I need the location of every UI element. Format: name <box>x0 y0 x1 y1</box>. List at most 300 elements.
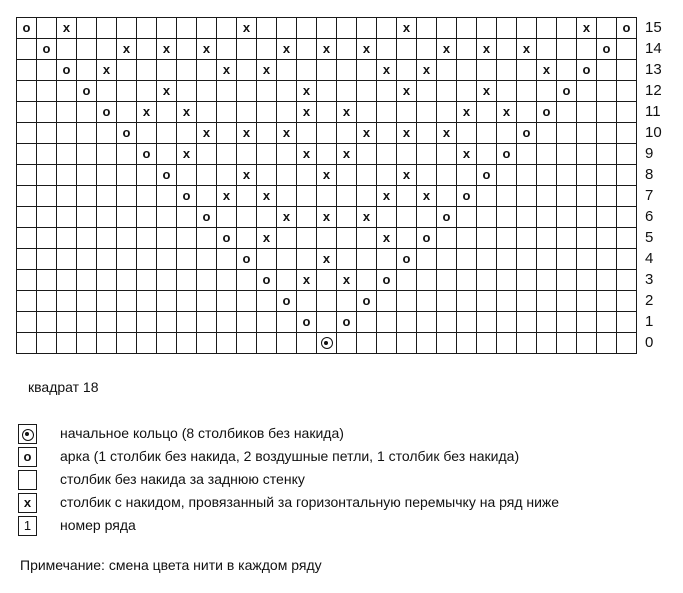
chart-cell <box>77 102 97 123</box>
chart-cell <box>97 249 117 270</box>
legend-text: арка (1 столбик без накида, 2 воздушные петли, 1 столбик без накида) <box>60 448 520 464</box>
chart-cell <box>117 291 137 312</box>
chart-cell <box>357 270 377 291</box>
chart-cell <box>17 60 37 81</box>
chart-cell: x <box>457 144 477 165</box>
chart-cell <box>117 228 137 249</box>
chart-cell <box>477 312 497 333</box>
chart-cell <box>417 102 437 123</box>
chart-cell: x <box>377 60 397 81</box>
chart-cell <box>277 249 297 270</box>
chart-cell <box>297 165 317 186</box>
chart-cell <box>497 228 517 249</box>
chart-cell <box>597 186 617 207</box>
chart-cell <box>217 81 237 102</box>
chart-cell <box>77 18 97 39</box>
chart-cell: x <box>157 81 177 102</box>
chart-cell <box>557 39 577 60</box>
chart-cell <box>397 333 417 354</box>
chart-cell <box>177 39 197 60</box>
chart-cell <box>277 144 297 165</box>
chart-cell <box>317 228 337 249</box>
chart-cell: x <box>57 18 77 39</box>
chart-cell <box>617 123 637 144</box>
chart-cell: x <box>477 39 497 60</box>
chart-cell <box>277 81 297 102</box>
chart-cell <box>277 165 297 186</box>
chart-cell <box>297 333 317 354</box>
chart-cell <box>577 249 597 270</box>
chart-cell <box>537 39 557 60</box>
square-caption: квадрат 18 <box>28 379 99 395</box>
chart-cell <box>397 60 417 81</box>
chart-cell <box>17 165 37 186</box>
chart-cell <box>217 207 237 228</box>
chart-cell <box>37 270 57 291</box>
chart-cell <box>457 270 477 291</box>
row-number: 8 <box>645 166 654 183</box>
chart-cell <box>497 81 517 102</box>
chart-cell <box>417 144 437 165</box>
chart-cell <box>597 312 617 333</box>
chart-cell <box>617 312 637 333</box>
chart-cell: x <box>397 123 417 144</box>
chart-cell <box>177 165 197 186</box>
chart-cell <box>577 123 597 144</box>
chart-cell: o <box>277 291 297 312</box>
chart-cell <box>477 144 497 165</box>
chart-cell <box>497 18 517 39</box>
chart-cell: o <box>417 228 437 249</box>
chart-cell <box>177 312 197 333</box>
chart-cell: x <box>377 228 397 249</box>
chart-cell <box>57 291 77 312</box>
chart-cell <box>357 333 377 354</box>
chart-cell <box>157 123 177 144</box>
chart-cell <box>137 186 157 207</box>
chart-cell <box>277 186 297 207</box>
chart-cell <box>97 123 117 144</box>
chart-cell <box>537 333 557 354</box>
chart-cell <box>97 312 117 333</box>
chart-cell <box>557 270 577 291</box>
chart-cell <box>97 165 117 186</box>
chart-cell <box>617 228 637 249</box>
chart-cell: o <box>157 165 177 186</box>
chart-cell: o <box>37 39 57 60</box>
chart-cell <box>77 39 97 60</box>
chart-cell <box>257 207 277 228</box>
chart-cell <box>437 144 457 165</box>
chart-cell <box>417 123 437 144</box>
chart-cell <box>577 333 597 354</box>
chart-cell <box>537 81 557 102</box>
chart-cell <box>17 333 37 354</box>
chart-cell <box>137 333 157 354</box>
chart-cell <box>257 144 277 165</box>
chart-cell: x <box>377 186 397 207</box>
row-number: 12 <box>645 82 662 99</box>
chart-cell <box>297 249 317 270</box>
row-number: 6 <box>645 208 654 225</box>
chart-cell <box>17 81 37 102</box>
chart-cell <box>237 81 257 102</box>
chart-cell: x <box>337 270 357 291</box>
chart-cell: x <box>417 60 437 81</box>
row-number: 1 <box>645 313 654 330</box>
chart-cell <box>577 270 597 291</box>
row-number: 3 <box>645 271 654 288</box>
chart-cell <box>497 60 517 81</box>
chart-cell <box>497 165 517 186</box>
chart-cell <box>117 60 137 81</box>
chart-row <box>17 291 637 312</box>
chart-cell <box>17 186 37 207</box>
chart-cell: o <box>537 102 557 123</box>
chart-cell <box>17 207 37 228</box>
chart-cell <box>237 270 257 291</box>
chart-cell <box>517 228 537 249</box>
chart-cell <box>217 312 237 333</box>
chart-cell <box>57 186 77 207</box>
chart-cell: o <box>197 207 217 228</box>
chart-cell: x <box>137 102 157 123</box>
chart-cell <box>457 18 477 39</box>
chart-cell <box>577 102 597 123</box>
chart-cell: x <box>457 102 477 123</box>
chart-cell <box>557 333 577 354</box>
chart-cell <box>217 291 237 312</box>
starting-ring-icon <box>22 429 34 441</box>
chart-cell <box>537 228 557 249</box>
chart-cell <box>537 123 557 144</box>
chart-cell <box>257 81 277 102</box>
chart-cell <box>377 249 397 270</box>
chart-cell <box>277 333 297 354</box>
chart-cell <box>477 291 497 312</box>
chart-cell <box>557 312 577 333</box>
chart-cell <box>577 207 597 228</box>
chart-cell <box>397 102 417 123</box>
chart-cell <box>417 207 437 228</box>
chart-cell <box>17 312 37 333</box>
legend-symbol: 1 <box>18 516 37 536</box>
chart-cell <box>597 207 617 228</box>
chart-cell: x <box>177 144 197 165</box>
chart-cell <box>177 270 197 291</box>
chart-cell <box>197 18 217 39</box>
chart-cell <box>437 165 457 186</box>
chart-cell: x <box>317 165 337 186</box>
chart-cell <box>577 186 597 207</box>
chart-cell <box>577 81 597 102</box>
chart-cell: o <box>397 249 417 270</box>
chart-cell <box>237 228 257 249</box>
chart-cell <box>477 186 497 207</box>
chart-cell <box>597 333 617 354</box>
chart-cell <box>57 144 77 165</box>
chart-cell <box>377 102 397 123</box>
chart-cell: x <box>397 165 417 186</box>
chart-cell: x <box>517 39 537 60</box>
chart-cell <box>177 123 197 144</box>
chart-cell <box>197 144 217 165</box>
chart-cell: o <box>617 18 637 39</box>
chart-cell <box>177 228 197 249</box>
chart-cell <box>17 123 37 144</box>
chart-cell: o <box>297 312 317 333</box>
chart-cell <box>117 102 137 123</box>
chart-cell <box>257 165 277 186</box>
chart-cell <box>297 60 317 81</box>
chart-cell <box>377 39 397 60</box>
chart-cell <box>617 249 637 270</box>
chart-cell <box>117 333 137 354</box>
chart-cell <box>597 165 617 186</box>
chart-cell <box>137 60 157 81</box>
chart-cell <box>497 39 517 60</box>
chart-cell <box>337 18 357 39</box>
chart-cell <box>497 249 517 270</box>
chart-cell <box>597 249 617 270</box>
chart-cell <box>477 333 497 354</box>
chart-cell <box>97 39 117 60</box>
chart-cell <box>417 165 437 186</box>
chart-cell <box>37 144 57 165</box>
chart-cell: x <box>257 186 277 207</box>
chart-cell <box>157 60 177 81</box>
chart-cell <box>117 249 137 270</box>
chart-row <box>17 333 637 354</box>
chart-cell <box>77 60 97 81</box>
chart-cell <box>357 81 377 102</box>
chart-cell <box>297 228 317 249</box>
chart-cell: o <box>457 186 477 207</box>
chart-cell <box>277 270 297 291</box>
chart-cell <box>337 291 357 312</box>
chart-cell <box>57 312 77 333</box>
chart-cell <box>297 207 317 228</box>
chart-cell <box>337 165 357 186</box>
chart-cell <box>217 39 237 60</box>
chart-cell <box>77 123 97 144</box>
chart-cell <box>597 18 617 39</box>
chart-cell <box>17 291 37 312</box>
chart-cell <box>457 39 477 60</box>
chart-row <box>17 18 637 39</box>
chart-cell <box>337 228 357 249</box>
chart-cell: x <box>297 102 317 123</box>
chart-cell <box>517 18 537 39</box>
chart-cell <box>337 186 357 207</box>
chart-cell <box>577 312 597 333</box>
chart-cell <box>157 291 177 312</box>
chart-cell <box>117 165 137 186</box>
chart-cell <box>297 39 317 60</box>
chart-cell <box>377 312 397 333</box>
chart-cell <box>57 333 77 354</box>
chart-cell <box>457 249 477 270</box>
chart-cell <box>97 144 117 165</box>
chart-row <box>17 249 637 270</box>
chart-cell <box>157 144 177 165</box>
chart-cell <box>117 186 137 207</box>
chart-cell <box>557 186 577 207</box>
chart-cell <box>317 312 337 333</box>
chart-cell: x <box>297 144 317 165</box>
chart-cell <box>437 81 457 102</box>
chart-cell <box>117 81 137 102</box>
chart-cell: x <box>237 165 257 186</box>
chart-cell <box>217 102 237 123</box>
chart-cell <box>517 60 537 81</box>
chart-row <box>17 123 637 144</box>
chart-cell <box>557 249 577 270</box>
chart-cell <box>177 207 197 228</box>
chart-cell <box>397 186 417 207</box>
chart-cell <box>157 18 177 39</box>
chart-cell <box>317 60 337 81</box>
chart-cell <box>437 291 457 312</box>
chart-cell <box>77 207 97 228</box>
chart-cell <box>357 144 377 165</box>
chart-cell <box>497 333 517 354</box>
chart-cell <box>417 312 437 333</box>
chart-cell <box>37 333 57 354</box>
chart-cell <box>617 60 637 81</box>
chart-cell <box>77 186 97 207</box>
chart-cell <box>317 144 337 165</box>
chart-row <box>17 102 637 123</box>
chart-cell <box>237 291 257 312</box>
chart-cell <box>117 144 137 165</box>
chart-cell <box>297 291 317 312</box>
chart-cell <box>597 81 617 102</box>
row-number: 7 <box>645 187 654 204</box>
row-number: 11 <box>645 103 661 120</box>
chart-cell <box>277 102 297 123</box>
chart-cell <box>497 207 517 228</box>
chart-cell <box>197 60 217 81</box>
chart-cell <box>397 270 417 291</box>
chart-cell: x <box>257 60 277 81</box>
chart-cell <box>477 270 497 291</box>
chart-cell <box>497 312 517 333</box>
chart-cell: x <box>117 39 137 60</box>
chart-cell <box>337 207 357 228</box>
chart-cell <box>617 165 637 186</box>
chart-cell <box>97 333 117 354</box>
chart-row <box>17 312 637 333</box>
legend-symbol <box>18 470 37 490</box>
chart-cell <box>577 165 597 186</box>
chart-cell <box>137 270 157 291</box>
chart-cell <box>597 228 617 249</box>
chart-cell: o <box>237 249 257 270</box>
chart-cell <box>257 123 277 144</box>
chart-cell: x <box>317 39 337 60</box>
chart-cell <box>317 102 337 123</box>
chart-cell <box>257 102 277 123</box>
note: Примечание: смена цвета нити в каждом ряду <box>20 557 322 573</box>
chart-cell <box>237 60 257 81</box>
chart-cell <box>57 207 77 228</box>
chart-cell: x <box>197 39 217 60</box>
chart-cell <box>257 18 277 39</box>
chart-cell <box>217 123 237 144</box>
row-number: 2 <box>645 292 654 309</box>
row-number: 0 <box>645 334 654 351</box>
chart-cell <box>177 60 197 81</box>
chart-cell <box>97 270 117 291</box>
chart-cell <box>417 18 437 39</box>
legend-symbol: o <box>18 447 37 467</box>
chart-cell <box>437 312 457 333</box>
chart-cell <box>217 165 237 186</box>
chart-cell <box>237 144 257 165</box>
chart-cell <box>137 165 157 186</box>
chart-cell <box>37 291 57 312</box>
chart-row <box>17 186 637 207</box>
chart-cell <box>577 144 597 165</box>
chart-cell <box>57 270 77 291</box>
chart-cell <box>517 207 537 228</box>
chart-cell <box>617 291 637 312</box>
chart-cell: o <box>77 81 97 102</box>
chart-cell <box>517 186 537 207</box>
chart-cell <box>457 60 477 81</box>
chart-cell <box>57 249 77 270</box>
chart-cell <box>197 165 217 186</box>
chart-cell <box>437 333 457 354</box>
chart-cell <box>517 165 537 186</box>
chart-cell <box>117 18 137 39</box>
chart-cell <box>277 228 297 249</box>
legend-text: столбик с накидом, провязанный за горизонтальную перемычку на ряд ниже <box>60 494 560 510</box>
chart-cell <box>337 123 357 144</box>
chart-cell <box>117 312 137 333</box>
chart-cell: x <box>277 39 297 60</box>
chart-cell <box>317 291 337 312</box>
legend-text: начальное кольцо (8 столбиков без накида) <box>60 425 344 441</box>
chart-cell <box>317 123 337 144</box>
chart-cell <box>57 102 77 123</box>
chart-cell: o <box>337 312 357 333</box>
chart-cell <box>197 81 217 102</box>
chart-cell <box>537 186 557 207</box>
chart-cell <box>497 123 517 144</box>
chart-cell <box>257 312 277 333</box>
chart-cell <box>97 186 117 207</box>
chart-cell <box>557 207 577 228</box>
chart-cell: x <box>437 39 457 60</box>
chart-cell: o <box>137 144 157 165</box>
chart-cell <box>257 333 277 354</box>
row-number: 15 <box>645 19 662 36</box>
chart-cell <box>457 165 477 186</box>
chart-cell: x <box>157 39 177 60</box>
chart-cell <box>377 333 397 354</box>
chart-cell <box>597 291 617 312</box>
chart-cell: x <box>317 249 337 270</box>
chart-cell <box>597 123 617 144</box>
chart-cell: x <box>477 81 497 102</box>
chart-cell: x <box>577 18 597 39</box>
chart-cell <box>557 228 577 249</box>
chart-cell <box>517 249 537 270</box>
chart-cell <box>217 333 237 354</box>
chart-cell <box>157 228 177 249</box>
